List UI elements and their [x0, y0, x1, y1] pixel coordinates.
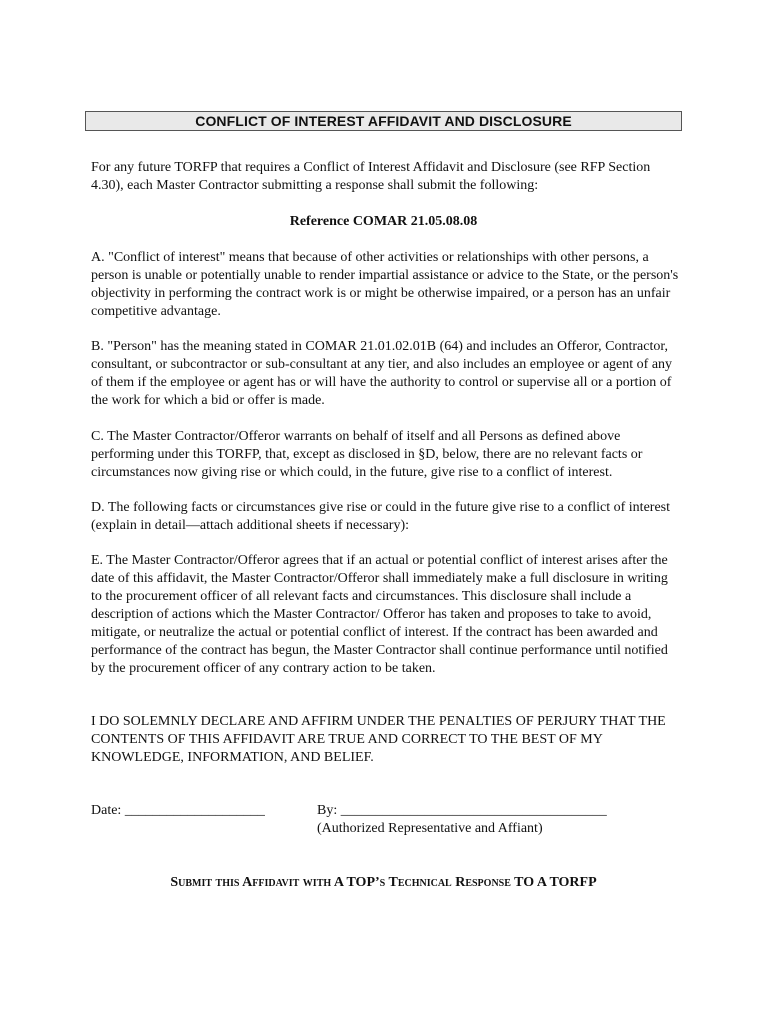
reference-heading: Reference COMAR 21.05.08.08	[289, 214, 478, 229]
declaration-paragraph: I DO SOLEMNLY DECLARE AND AFFIRM UNDER THE PENALTIES OF PERJURY THAT THE CONTENTS OF THIS AFFIDAVIT ARE TRUE AND CORRECT TO THE BEST OF MY KNOWLEDGE, INFORMATION, AND BELIEF.	[91, 714, 666, 765]
date-field	[91, 802, 265, 820]
submission-instruction	[85, 874, 682, 892]
footer-part-2: A TOP’	[331, 875, 380, 890]
footer-part-1: Submit this Affidavit with	[170, 875, 332, 890]
paragraph-e: E. The Master Contractor/Offeror agrees that if an actual or potential conflict of interest arises after the date of this affidavit, the Master Contractor/Offeror shall immediately make a full disclosure in writing to the procurement officer of all relevant facts and circumstances. This disclosure shall include a description of actions which the Master Contractor/ Offeror has taken and proposes to take to avoid, mitigate, or neutralize the actual or potential conflict of interest. If the contract has been awarded and performance of the contract has begun, the Master Contractor shall continue performance until notified by the procurement officer of any contrary action to be taken.	[91, 553, 668, 676]
footer-part-4: TO A TORFP	[510, 875, 597, 890]
paragraph-d: D. The following facts or circumstances give rise or could in the future give rise to a conflict of interest (explain in detail—attach additional sheets if necessary):	[91, 500, 671, 533]
intro-paragraph: For any future TORFP that requires a Conflict of Interest Affidavit and Disclosure (see RFP Section 4.30), each Master Contractor submitting a response shall submit the following:	[91, 160, 651, 193]
date-label: Date: ____________________	[91, 803, 265, 818]
footer-part-3: s Technical Response	[379, 875, 511, 890]
paragraph-c: C. The Master Contractor/Offeror warrants on behalf of itself and all Persons as defined above performing under this TORFP, that, except as disclosed in §D, below, there are no relevant facts or circumstances now giving rise or which could, in the future, give rise to a conflict of interest.	[91, 429, 643, 480]
signature-line: By: ______________________________________	[317, 803, 607, 818]
document-title: CONFLICT OF INTEREST AFFIDAVIT AND DISCLOSURE	[85, 111, 682, 131]
paragraph-a: A. "Conflict of interest" means that because of other activities or relationships with other persons, a person is unable or potentially unable to render impartial assistance or advice to the State, or the person's objectivity in performing the contract work is or might be otherwise impaired, or a person has an unfair competitive advantage.	[91, 250, 679, 319]
signature-block	[317, 802, 607, 838]
signature-caption: (Authorized Representative and Affiant)	[317, 821, 543, 836]
paragraph-b: B. "Person" has the meaning stated in COMAR 21.01.02.01B (64) and includes an Offeror, Contractor, consultant, or subcontractor or sub-consultant at any tier, and also includes an employee or agent of any of them if the employee or agent has or will have the authority to control or supervise all or a portion of the work for which a bid or offer is made.	[91, 339, 673, 408]
